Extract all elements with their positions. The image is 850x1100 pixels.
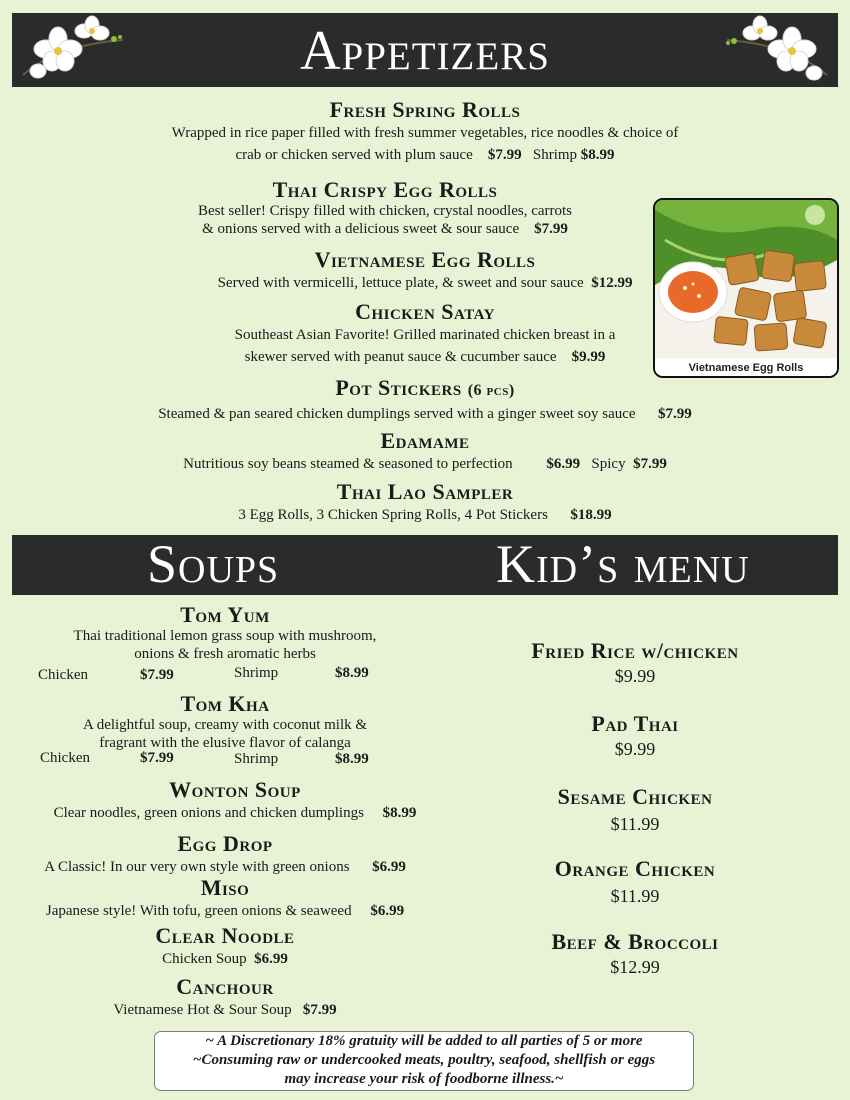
kids-item-pad-thai	[470, 712, 800, 762]
page-title: Appetizers	[300, 20, 550, 82]
notice-line: may increase your risk of foodborne illness.~	[284, 1071, 564, 1087]
item-name: Edamame	[380, 428, 470, 453]
item-price: $18.99	[570, 507, 612, 523]
item-description: fragrant with the elusive flavor of calanga	[99, 735, 351, 751]
item-price: $7.99	[534, 221, 568, 237]
menu-item-egg-drop	[15, 832, 435, 878]
item-price: $6.99	[254, 951, 288, 967]
item-description: Wrapped in rice paper filled with fresh summer vegetables, rice noodles & choice of	[171, 125, 679, 141]
menu-item-tom-yum	[20, 603, 430, 663]
item-name: Chicken Satay	[355, 299, 495, 324]
item-description: Southeast Asian Favorite! Grilled marinated chicken breast in a	[234, 327, 616, 343]
item-price: $6.99	[370, 903, 405, 919]
menu-item-fresh-spring-rolls	[100, 98, 750, 166]
item-price: $12.99	[591, 275, 633, 291]
item-description: Thai traditional lemon grass soup with mushroom,	[73, 628, 377, 644]
appetizers-banner	[12, 13, 838, 87]
option-label: Chicken	[38, 667, 88, 683]
soups-title: Soups	[147, 534, 280, 594]
item-description: skewer served with peanut sauce & cucumber sauce	[244, 349, 557, 365]
vietnamese-egg-rolls-photo	[653, 198, 839, 378]
photo-caption: Vietnamese Egg Rolls	[688, 362, 804, 374]
item-name: Fresh Spring Rolls	[329, 97, 521, 122]
item-description: Vietnamese Hot & Sour Soup	[113, 1002, 292, 1018]
item-name: Orange Chicken	[554, 856, 716, 881]
item-description: onions & fresh aromatic herbs	[134, 646, 316, 662]
menu-item-edamame	[100, 429, 750, 475]
item-description: Japanese style! With tofu, green onions & seaweed	[45, 903, 352, 919]
item-name: Thai Crispy Egg Rolls	[272, 177, 498, 202]
item-option-price: $8.99	[580, 147, 615, 163]
option-price: $7.99	[140, 750, 174, 766]
option-label: Shrimp	[234, 665, 279, 681]
kids-item-sesame-chicken	[470, 785, 800, 837]
notice-line: ~Consuming raw or undercooked meats, poultry, seafood, shellfish or eggs	[192, 1052, 656, 1068]
option-price: $8.99	[335, 751, 369, 767]
menu-item-vietnamese-egg-rolls	[140, 248, 710, 294]
item-description: & onions served with a delicious sweet & sour sauce	[202, 221, 520, 237]
item-option-price: $7.99	[633, 456, 667, 472]
item-description: A delightful soup, creamy with coconut milk &	[82, 717, 368, 733]
item-name: Clear Noodle	[155, 923, 295, 948]
item-description: Steamed & pan seared chicken dumplings served with a ginger sweet soy sauce	[158, 406, 636, 422]
item-price: $6.99	[372, 859, 406, 875]
menu-item-chicken-satay	[140, 300, 710, 368]
kids-item-fried-rice	[470, 639, 800, 689]
item-description: crab or chicken served with plum sauce	[235, 147, 473, 163]
orchid-icon	[722, 15, 832, 85]
item-price: $11.99	[610, 886, 660, 906]
option-label: Chicken	[40, 750, 90, 766]
item-description: 3 Egg Rolls, 3 Chicken Spring Rolls, 4 Pot Stickers	[238, 507, 548, 523]
food-photo-icon	[655, 200, 837, 376]
item-name: Wonton Soup	[169, 777, 301, 802]
item-name: Tom Kha	[180, 691, 270, 716]
item-price: $9.99	[614, 666, 656, 686]
item-description: Clear noodles, green onions and chicken dumplings	[53, 805, 364, 821]
menu-item-thai-crispy-egg-rolls	[140, 178, 630, 238]
kids-item-beef-broccoli	[470, 930, 800, 980]
menu-item-miso	[15, 876, 435, 922]
item-name: Canchour	[176, 974, 274, 999]
item-option-label: Shrimp	[532, 147, 578, 163]
item-price: $6.99	[546, 456, 581, 472]
item-description: Chicken Soup	[162, 951, 247, 967]
item-price: $7.99	[302, 1002, 337, 1018]
item-name: Vietnamese Egg Rolls	[314, 247, 536, 272]
kids-item-orange-chicken	[470, 857, 800, 909]
option-price: $8.99	[335, 665, 369, 681]
item-price: $7.99	[658, 406, 692, 422]
gratuity-notice	[154, 1031, 694, 1091]
item-price: $12.99	[610, 957, 660, 977]
kids-menu-title: Kid’s menu	[496, 534, 750, 594]
option-price: $7.99	[140, 667, 174, 683]
item-name: Pot Stickers	[335, 375, 462, 400]
menu-item-pot-stickers	[100, 376, 750, 425]
item-name: Tom Yum	[180, 602, 270, 627]
item-name-suffix: (6 pcs)	[467, 382, 515, 399]
item-name: Miso	[200, 875, 250, 900]
menu-item-wonton-soup	[15, 778, 455, 824]
menu-item-thai-lao-sampler	[100, 480, 750, 526]
item-description: Nutritious soy beans steamed & seasoned to perfection	[183, 456, 513, 472]
item-price: $8.99	[382, 805, 417, 821]
menu-item-canchour	[20, 975, 430, 1021]
item-price: $11.99	[610, 814, 660, 834]
item-description: Best seller! Crispy filled with chicken, crystal noodles, carrots	[197, 203, 573, 219]
item-name: Egg Drop	[177, 831, 273, 856]
notice-line: ~ A Discretionary 18% gratuity will be added to all parties of 5 or more	[205, 1033, 643, 1049]
item-price: $7.99	[487, 147, 522, 163]
item-name: Pad Thai	[591, 711, 679, 736]
item-name: Beef & Broccoli	[551, 929, 719, 954]
item-description: A Classic! In our very own style with green onions	[44, 859, 350, 875]
soups-kids-banner	[12, 535, 838, 595]
item-name: Fried Rice w/chicken	[531, 638, 739, 663]
item-option-label: Spicy	[591, 456, 626, 472]
item-name: Sesame Chicken	[557, 784, 713, 809]
item-price: $9.99	[614, 739, 656, 759]
option-label: Shrimp	[234, 751, 279, 767]
item-description: Served with vermicelli, lettuce plate, & sweet and sour sauce	[217, 275, 584, 291]
menu-item-clear-noodle	[20, 924, 430, 970]
item-name: Thai Lao Sampler	[336, 479, 514, 504]
item-price: $9.99	[571, 349, 606, 365]
menu-item-tom-kha	[20, 692, 430, 752]
